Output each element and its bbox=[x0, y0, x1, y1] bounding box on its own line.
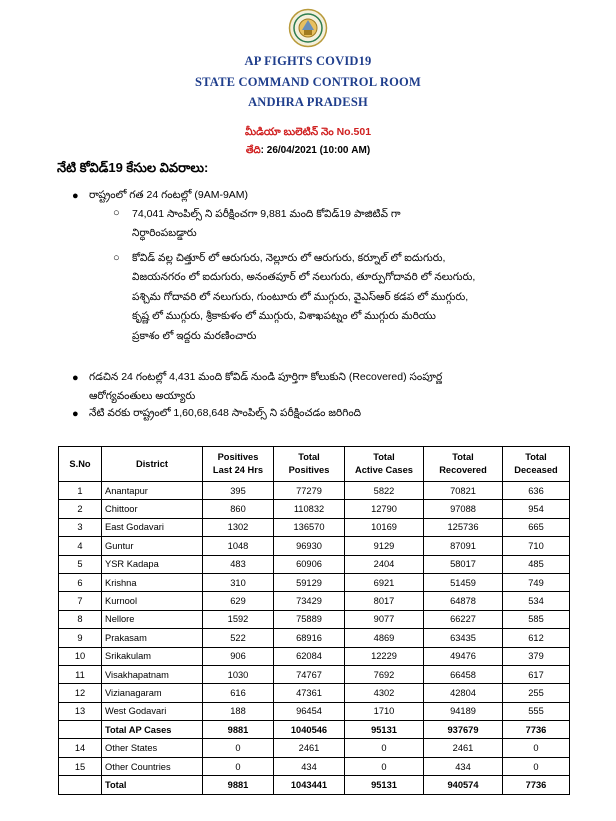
table-cell: 0 bbox=[503, 757, 570, 775]
table-cell: 0 bbox=[345, 739, 424, 757]
table-cell: 96454 bbox=[274, 702, 345, 720]
table-cell: 7736 bbox=[503, 776, 570, 794]
table-cell: 395 bbox=[203, 482, 274, 500]
table-cell: 97088 bbox=[424, 500, 503, 518]
col-header-positives-24h: Positives Last 24 Hrs bbox=[203, 447, 274, 482]
table-cell: 940574 bbox=[424, 776, 503, 794]
table-row bbox=[59, 537, 570, 555]
table-cell: 6 bbox=[59, 573, 102, 591]
table-cell: 77279 bbox=[274, 482, 345, 500]
table-cell: 937679 bbox=[424, 721, 503, 739]
bullet-3-text: నేటి వరకు రాష్ట్రంలో 1,60,68,648 సాంపిల్స్ ని పరీక్షించడం జరిగింది bbox=[89, 407, 362, 419]
table-cell: Prakasam bbox=[102, 629, 203, 647]
table-cell: 75889 bbox=[274, 610, 345, 628]
table-cell: 954 bbox=[503, 500, 570, 518]
table-cell: 379 bbox=[503, 647, 570, 665]
table-cell: 70821 bbox=[424, 482, 503, 500]
table-row bbox=[59, 518, 570, 536]
table-header-row bbox=[59, 447, 570, 482]
bulletin-title: మీడియా బులెటిన్ నెం No.501 bbox=[244, 126, 372, 138]
table-cell: 1302 bbox=[203, 518, 274, 536]
table-row bbox=[59, 739, 570, 757]
table-cell: 12790 bbox=[345, 500, 424, 518]
table-cell: 485 bbox=[503, 555, 570, 573]
table-row bbox=[59, 610, 570, 628]
table-cell: Vizianagaram bbox=[102, 684, 203, 702]
table-cell: 0 bbox=[503, 739, 570, 757]
table-cell: 42804 bbox=[424, 684, 503, 702]
date-value: : 26/04/2021 (10:00 AM) bbox=[260, 145, 371, 156]
table-cell: 1040546 bbox=[274, 721, 345, 739]
table-cell: 10 bbox=[59, 647, 102, 665]
sub-bullet-2-line-4: కృష్ణ లో ముగ్గురు, శ్రీకాకుళం లో ముగ్గురు, విశాఖపట్నం లో ముగ్గురు మరియు bbox=[132, 310, 436, 322]
table-cell: 1592 bbox=[203, 610, 274, 628]
table-row bbox=[59, 702, 570, 720]
table-cell: 310 bbox=[203, 573, 274, 591]
bullet-dot: ● bbox=[72, 408, 79, 420]
table-cell: 534 bbox=[503, 592, 570, 610]
table-cell: YSR Kadapa bbox=[102, 555, 203, 573]
table-cell: 629 bbox=[203, 592, 274, 610]
table-row bbox=[59, 665, 570, 683]
col-header-district: District bbox=[102, 447, 203, 482]
table-cell: 7692 bbox=[345, 665, 424, 683]
table-cell: 585 bbox=[503, 610, 570, 628]
bullet-dot: ● bbox=[72, 190, 79, 202]
table-cell: West Godavari bbox=[102, 702, 203, 720]
table-cell: 5 bbox=[59, 555, 102, 573]
table-row bbox=[59, 684, 570, 702]
table-cell: Nellore bbox=[102, 610, 203, 628]
table-cell: 434 bbox=[274, 757, 345, 775]
col-header-active-cases: Total Active Cases bbox=[345, 447, 424, 482]
table-cell: 616 bbox=[203, 684, 274, 702]
table-row bbox=[59, 500, 570, 518]
table-cell: Kurnool bbox=[102, 592, 203, 610]
table-cell: Other Countries bbox=[102, 757, 203, 775]
table-row bbox=[59, 629, 570, 647]
table-row bbox=[59, 555, 570, 573]
bullet-dot: ● bbox=[72, 372, 79, 384]
table-cell: 1048 bbox=[203, 537, 274, 555]
table-cell: Srikakulam bbox=[102, 647, 203, 665]
table-cell: 13 bbox=[59, 702, 102, 720]
col-header-deceased: Total Deceased bbox=[503, 447, 570, 482]
table-cell: 2404 bbox=[345, 555, 424, 573]
table-cell: Total bbox=[102, 776, 203, 794]
table-cell: 64878 bbox=[424, 592, 503, 610]
table-cell: 12229 bbox=[345, 647, 424, 665]
table-cell: 9881 bbox=[203, 776, 274, 794]
table-cell: 1 bbox=[59, 482, 102, 500]
table-cell: 95131 bbox=[345, 721, 424, 739]
table-cell: 9129 bbox=[345, 537, 424, 555]
sub-bullet-1-line-2: నిర్ధారింపబడ్డారు bbox=[132, 227, 197, 239]
sub-bullet-2-line-2: విజయనగరం లో ఐదుగురు, అనంతపూర్ లో నలుగురు, తూర్పుగోదావరి లో నలుగురు, bbox=[132, 271, 476, 283]
table-cell bbox=[59, 721, 102, 739]
table-cell: 66227 bbox=[424, 610, 503, 628]
ap-government-emblem bbox=[288, 8, 328, 48]
table-cell: 8017 bbox=[345, 592, 424, 610]
table-cell: 94189 bbox=[424, 702, 503, 720]
table-cell: 0 bbox=[345, 757, 424, 775]
sub-bullet-2-line-3: పశ్చిమ గోదావరి లో నలుగురు, గుంటూరు లో ముగ్గురు, వైఎస్ఆర్ కడప లో ముగ్గురు, bbox=[132, 291, 469, 303]
table-cell: 95131 bbox=[345, 776, 424, 794]
table-cell: 483 bbox=[203, 555, 274, 573]
table-cell: 68916 bbox=[274, 629, 345, 647]
table-cell: 0 bbox=[203, 739, 274, 757]
table-cell: 2461 bbox=[274, 739, 345, 757]
table-cell: 255 bbox=[503, 684, 570, 702]
sub-bullet-1-line-1: 74,041 సాంపిల్స్ ని పరీక్షించగా 9,881 మంది కోవిడ్19 పాజిటివ్ గా bbox=[132, 208, 401, 220]
table-cell: 0 bbox=[203, 757, 274, 775]
table-cell: 906 bbox=[203, 647, 274, 665]
table-row bbox=[59, 573, 570, 591]
sub-bullet-circle: ○ bbox=[113, 207, 120, 219]
table-cell: 860 bbox=[203, 500, 274, 518]
table-cell: 58017 bbox=[424, 555, 503, 573]
table-cell: 6921 bbox=[345, 573, 424, 591]
table-cell: 1030 bbox=[203, 665, 274, 683]
table-cell: 11 bbox=[59, 665, 102, 683]
table-cell: 1043441 bbox=[274, 776, 345, 794]
table-cell: 1710 bbox=[345, 702, 424, 720]
table-cell: 636 bbox=[503, 482, 570, 500]
bullet-2-line-1: గడచిన 24 గంటల్లో 4,431 మంది కోవిడ్ నుండి పూర్తిగా కోలుకుని (Recovered) సంపూర్ణ bbox=[89, 371, 443, 383]
table-row bbox=[59, 721, 570, 739]
table-cell: 74767 bbox=[274, 665, 345, 683]
covid-district-table bbox=[58, 446, 570, 795]
table-cell: 14 bbox=[59, 739, 102, 757]
table-cell: 66458 bbox=[424, 665, 503, 683]
table-cell: 51459 bbox=[424, 573, 503, 591]
table-cell: 9077 bbox=[345, 610, 424, 628]
table-cell: 59129 bbox=[274, 573, 345, 591]
sub-bullet-2-line-1: కోవిడ్ వల్ల చిత్తూర్ లో ఆరుగురు, నెల్లూరు లో ఆరుగురు, కర్నూల్ లో ఐదుగురు, bbox=[132, 252, 446, 264]
table-cell: 2 bbox=[59, 500, 102, 518]
table-cell: 125736 bbox=[424, 518, 503, 536]
table-cell: 3 bbox=[59, 518, 102, 536]
table-cell: 612 bbox=[503, 629, 570, 647]
table-cell: 665 bbox=[503, 518, 570, 536]
table-row bbox=[59, 647, 570, 665]
table-cell: 555 bbox=[503, 702, 570, 720]
table-cell: 4869 bbox=[345, 629, 424, 647]
table-cell: 49476 bbox=[424, 647, 503, 665]
header-line-1: AP FIGHTS COVID19 bbox=[244, 54, 372, 68]
table-cell: 5822 bbox=[345, 482, 424, 500]
table-cell: 749 bbox=[503, 573, 570, 591]
table-cell: 136570 bbox=[274, 518, 345, 536]
bullet-2-line-2: ఆరోగ్యవంతులు అయ్యారు bbox=[89, 390, 196, 402]
table-cell: 188 bbox=[203, 702, 274, 720]
table-cell: Total AP Cases bbox=[102, 721, 203, 739]
table-cell: 9 bbox=[59, 629, 102, 647]
table-cell: 87091 bbox=[424, 537, 503, 555]
col-header-sno: S.No bbox=[59, 447, 102, 482]
col-header-total-positives: Total Positives bbox=[274, 447, 345, 482]
bulletin-date bbox=[0, 144, 616, 158]
table-cell: 7 bbox=[59, 592, 102, 610]
table-cell: Guntur bbox=[102, 537, 203, 555]
table-cell: 73429 bbox=[274, 592, 345, 610]
table-cell: 434 bbox=[424, 757, 503, 775]
table-cell: 47361 bbox=[274, 684, 345, 702]
table-cell: 7736 bbox=[503, 721, 570, 739]
header-line-3: ANDHRA PRADESH bbox=[248, 95, 368, 109]
table-cell: Visakhapatnam bbox=[102, 665, 203, 683]
table-cell: East Godavari bbox=[102, 518, 203, 536]
table-cell: 63435 bbox=[424, 629, 503, 647]
table-cell: 110832 bbox=[274, 500, 345, 518]
table-cell: 522 bbox=[203, 629, 274, 647]
table-cell: 4302 bbox=[345, 684, 424, 702]
table-cell: 710 bbox=[503, 537, 570, 555]
table-cell: 8 bbox=[59, 610, 102, 628]
table-cell: 62084 bbox=[274, 647, 345, 665]
table-cell: Chittoor bbox=[102, 500, 203, 518]
date-label: తేది bbox=[245, 145, 261, 156]
table-row bbox=[59, 757, 570, 775]
bullet-1-text: రాష్ట్రంలో గత 24 గంటల్లో (9AM-9AM) bbox=[89, 189, 249, 201]
section-title: నేటి కోవిడ్19 కేసుల వివరాలు: bbox=[57, 160, 209, 175]
table-cell: 9881 bbox=[203, 721, 274, 739]
table-cell: Krishna bbox=[102, 573, 203, 591]
table-cell: 96930 bbox=[274, 537, 345, 555]
table-cell: 10169 bbox=[345, 518, 424, 536]
header-line-2: STATE COMMAND CONTROL ROOM bbox=[195, 75, 421, 89]
table-body bbox=[59, 482, 570, 795]
table-cell: 617 bbox=[503, 665, 570, 683]
table-cell: 60906 bbox=[274, 555, 345, 573]
table-cell: 12 bbox=[59, 684, 102, 702]
table-cell bbox=[59, 776, 102, 794]
table-row bbox=[59, 482, 570, 500]
table-cell: 15 bbox=[59, 757, 102, 775]
sub-bullet-2-line-5: ప్రకాశం లో ఇద్దరు మరణించారు bbox=[132, 330, 257, 342]
col-header-recovered: Total Recovered bbox=[424, 447, 503, 482]
sub-bullet-circle: ○ bbox=[113, 252, 120, 264]
table-cell: Anantapur bbox=[102, 482, 203, 500]
table-row bbox=[59, 592, 570, 610]
table-cell: 2461 bbox=[424, 739, 503, 757]
table-row bbox=[59, 776, 570, 794]
table-cell: 4 bbox=[59, 537, 102, 555]
table-cell: Other States bbox=[102, 739, 203, 757]
